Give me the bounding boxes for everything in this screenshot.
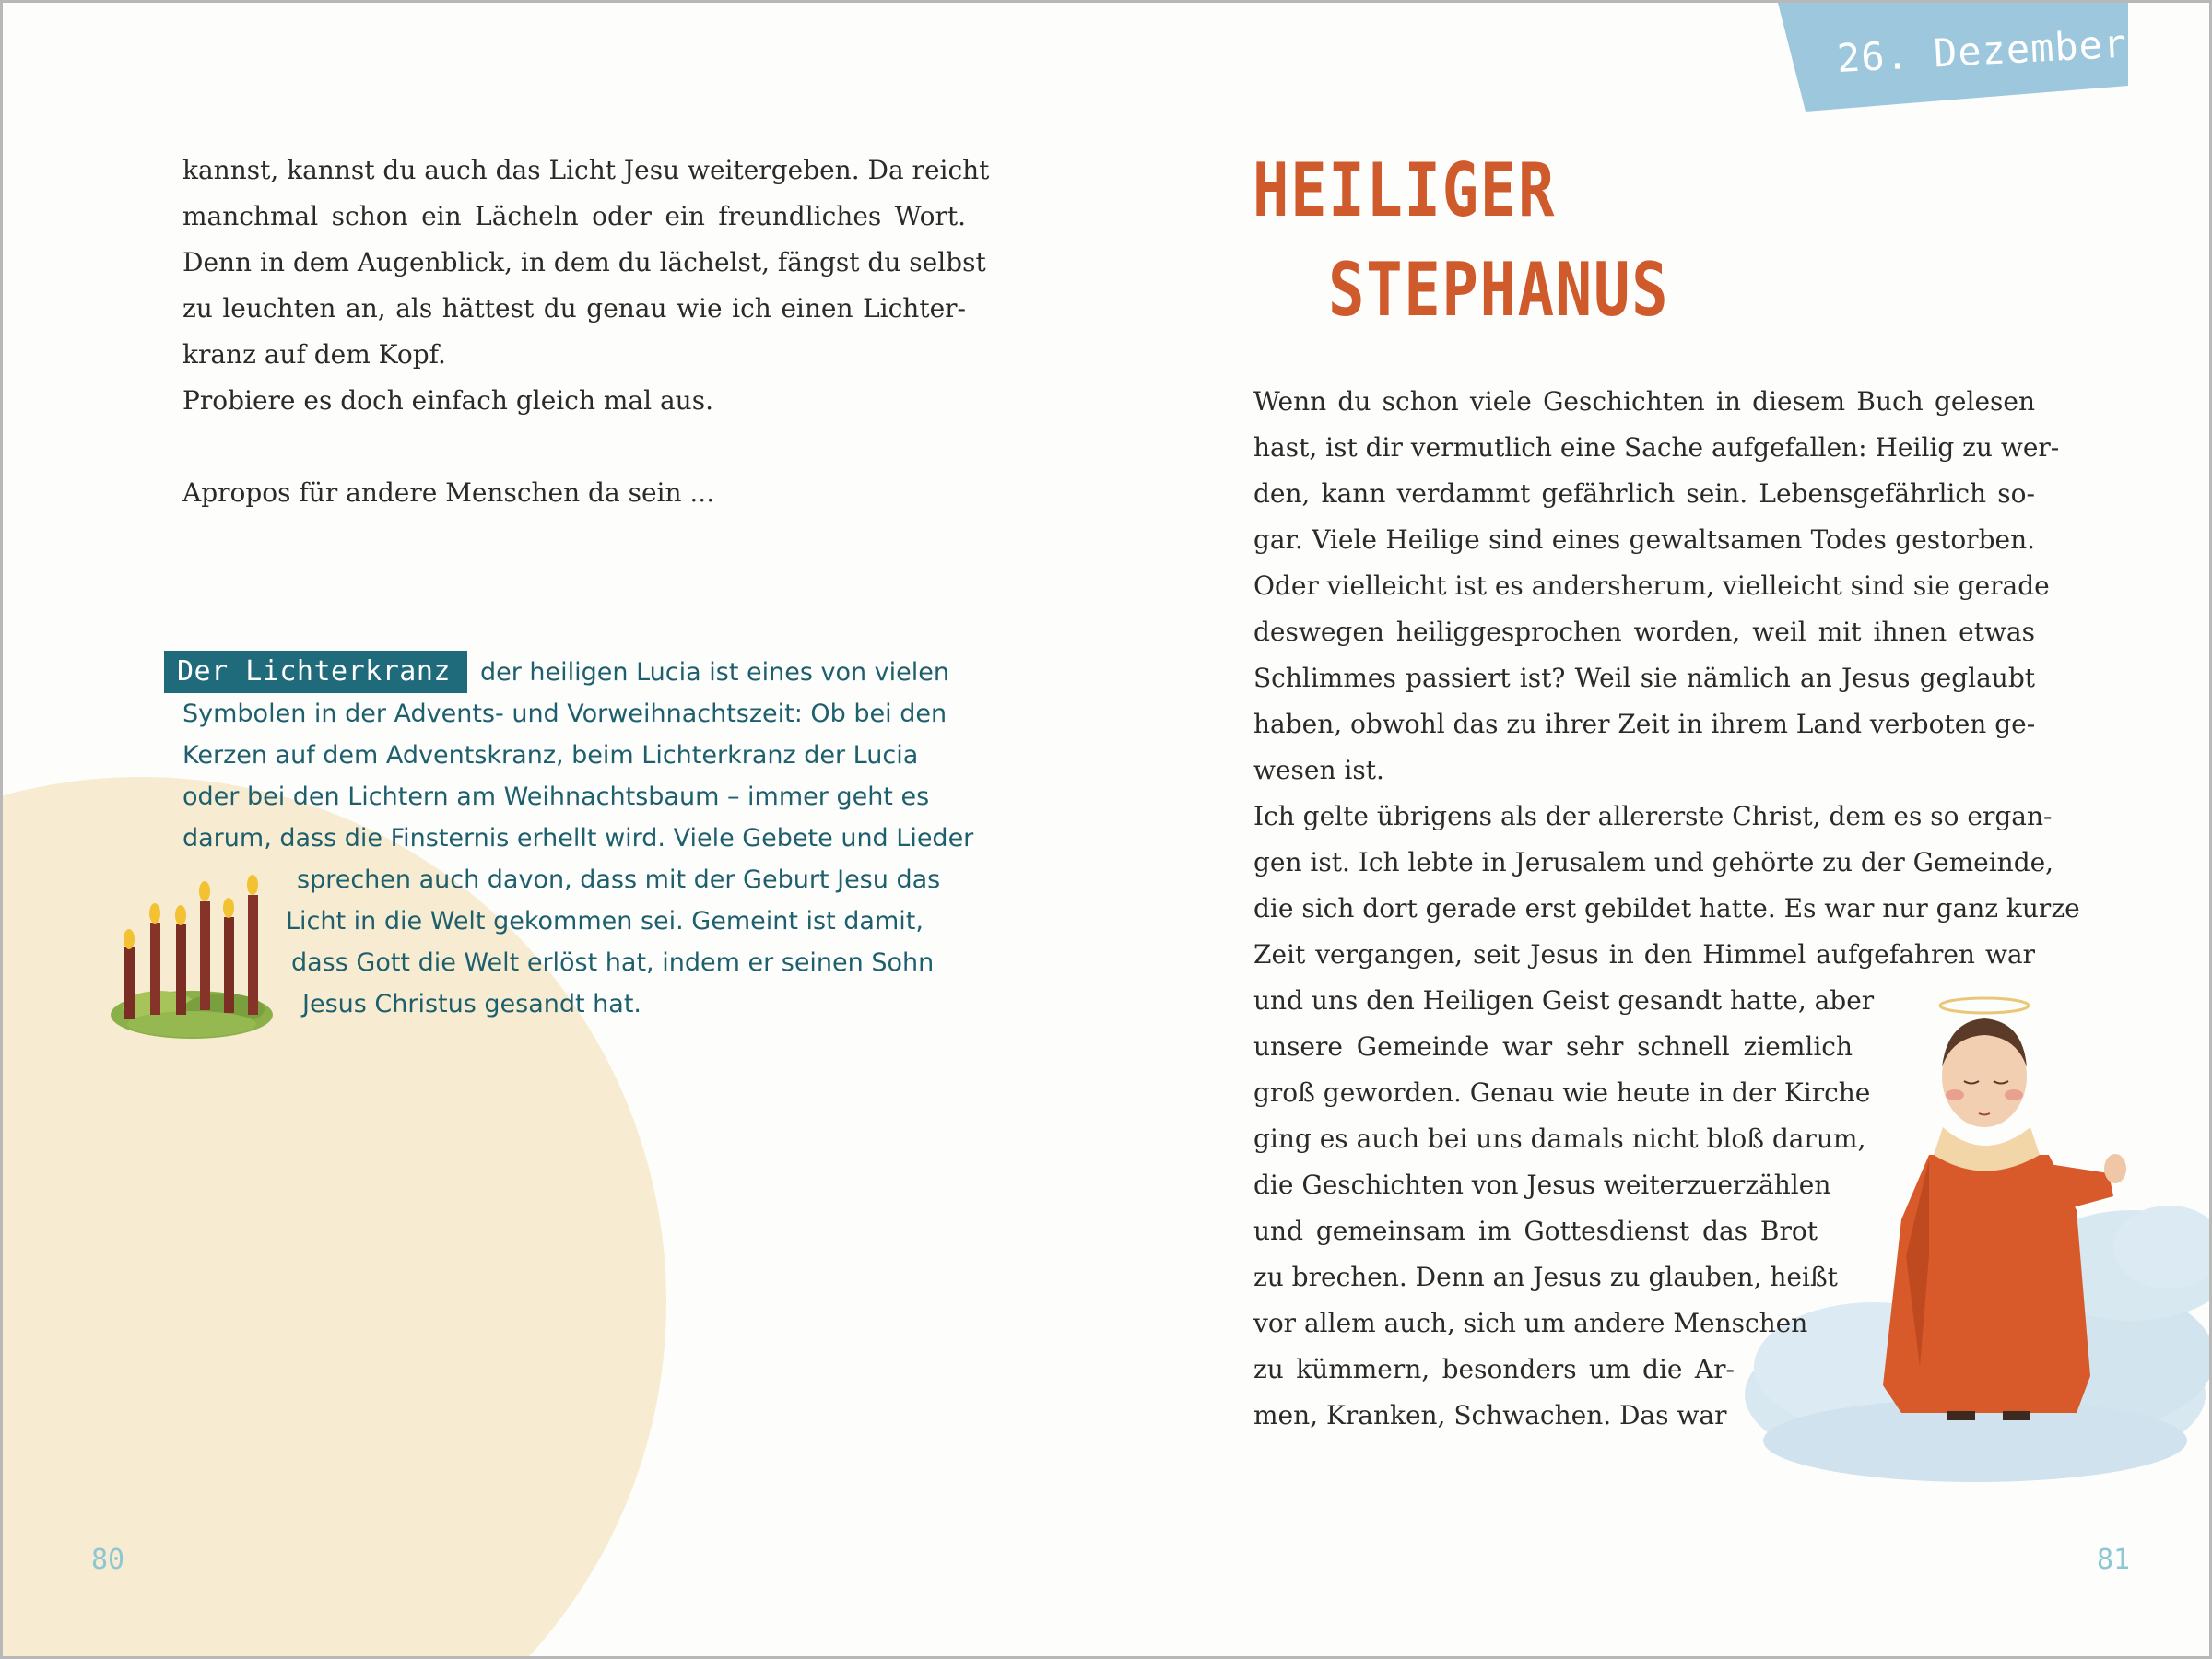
wrapped-line: und uns den Heiligen Geist gesandt hatte, aber — [1253, 985, 1875, 1016]
paragraph-line: deswegen heiliggesprochen worden, weil mit ihnen etwas — [1253, 617, 2035, 647]
paragraph-line: Probiere es doch einfach gleich mal aus. — [182, 385, 713, 416]
wrapped-line: die Geschichten von Jesus weiterzuerzählen — [1253, 1170, 1831, 1200]
paragraph-line: hast, ist dir vermutlich eine Sache aufgefallen: Heilig zu wer- — [1253, 432, 2060, 463]
closing-line: Apropos für andere Menschen da sein ... — [182, 477, 715, 508]
page-number-right: 81 — [2097, 1544, 2131, 1576]
wrapped-line: zu brechen. Denn an Jesus zu glauben, heißt — [1253, 1262, 1838, 1292]
info-line: dass Gott die Welt erlöst hat, indem er seinen Sohn — [291, 948, 935, 977]
paragraph-line: kranz auf dem Kopf. — [182, 339, 446, 370]
advent-wreath-icon — [104, 860, 279, 1044]
wrapped-line: vor allem auch, sich um andere Menschen — [1253, 1308, 1808, 1338]
info-label: Der Lichterkranz — [164, 651, 467, 693]
wrapped-line: und gemeinsam im Gottesdienst das Brot — [1253, 1216, 1818, 1246]
info-box — [177, 651, 994, 1025]
info-line: Jesus Christus gesandt hat. — [302, 990, 641, 1018]
wrapped-line: unsere Gemeinde war sehr schnell ziemlich — [1253, 1031, 1853, 1062]
info-line: oder bei den Lichtern am Weihnachtsbaum – immer geht es — [182, 782, 930, 811]
paragraph-line: haben, obwohl das zu ihrer Zeit in ihrem Land verboten ge- — [1253, 709, 2036, 739]
paragraph-line: Wenn du schon viele Geschichten in diesem Buch gelesen — [1253, 386, 2035, 417]
paragraph-line: zu leuchten an, als hättest du genau wie ich einen Lichter- — [182, 293, 966, 324]
paragraph-line: Schlimmes passiert ist? Weil sie nämlich an Jesus geglaubt — [1253, 663, 2035, 693]
page-title — [1253, 141, 1669, 340]
left-page-text — [182, 147, 990, 516]
paragraph-line: kannst, kannst du auch das Licht Jesu weitergeben. Da reicht — [182, 155, 990, 185]
paragraph-line: wesen ist. — [1253, 755, 1384, 785]
wrapped-line: zu kümmern, besonders um die Ar- — [1253, 1354, 1735, 1384]
title-line-1: HEILIGER — [1253, 147, 1557, 233]
paragraph-line: Oder vielleicht ist es andersherum, vielleicht sind sie gerade — [1253, 571, 2050, 601]
date-label: 26. Dezember — [1835, 20, 2129, 81]
right-page-text — [1253, 379, 2080, 1439]
info-line: Symbolen in der Advents- und Vorweihnachtszeit: Ob bei den — [182, 700, 947, 728]
paragraph-line: Ich gelte übrigens als der allererste Christ, dem es so ergan- — [1253, 801, 2053, 831]
paragraph-line: gen ist. Ich lebte in Jerusalem und gehörte zu der Gemeinde, — [1253, 847, 2054, 877]
info-line: darum, dass die Finsternis erhellt wird. Viele Gebete und Lieder — [182, 824, 974, 853]
paragraph-line: Denn in dem Augenblick, in dem du lächelst, fängst du selbst — [182, 247, 986, 277]
paragraph-line: den, kann verdammt gefährlich sein. Lebensgefährlich so- — [1253, 478, 2035, 509]
paragraph-line: Zeit vergangen, seit Jesus in den Himmel aufgefahren war — [1253, 939, 2035, 970]
paragraph-line: manchmal schon ein Lächeln oder ein freundliches Wort. — [182, 201, 966, 231]
info-line: sprechen auch davon, dass mit der Geburt Jesu das — [297, 865, 941, 894]
page-number-left: 80 — [91, 1544, 125, 1576]
paragraph-line: die sich dort gerade erst gebildet hatte. Es war nur ganz kurze — [1253, 893, 2080, 924]
info-line: der heiligen Lucia ist eines von vielen — [479, 658, 949, 687]
title-line-2: STEPHANUS — [1328, 247, 1670, 333]
wrapped-line: men, Kranken, Schwachen. Das war — [1253, 1400, 1727, 1430]
wrapped-line: groß geworden. Genau wie heute in der Kirche — [1253, 1077, 1871, 1108]
info-first-line — [177, 651, 994, 693]
info-line: Kerzen auf dem Adventskranz, beim Lichterkranz der Lucia — [182, 741, 919, 770]
wrapped-line: ging es auch bei uns damals nicht bloß darum, — [1253, 1124, 1866, 1154]
paragraph-line: gar. Viele Heilige sind eines gewaltsamen Todes gestorben. — [1253, 524, 2035, 555]
info-line: Licht in die Welt gekommen sei. Gemeint ist damit, — [286, 907, 924, 935]
